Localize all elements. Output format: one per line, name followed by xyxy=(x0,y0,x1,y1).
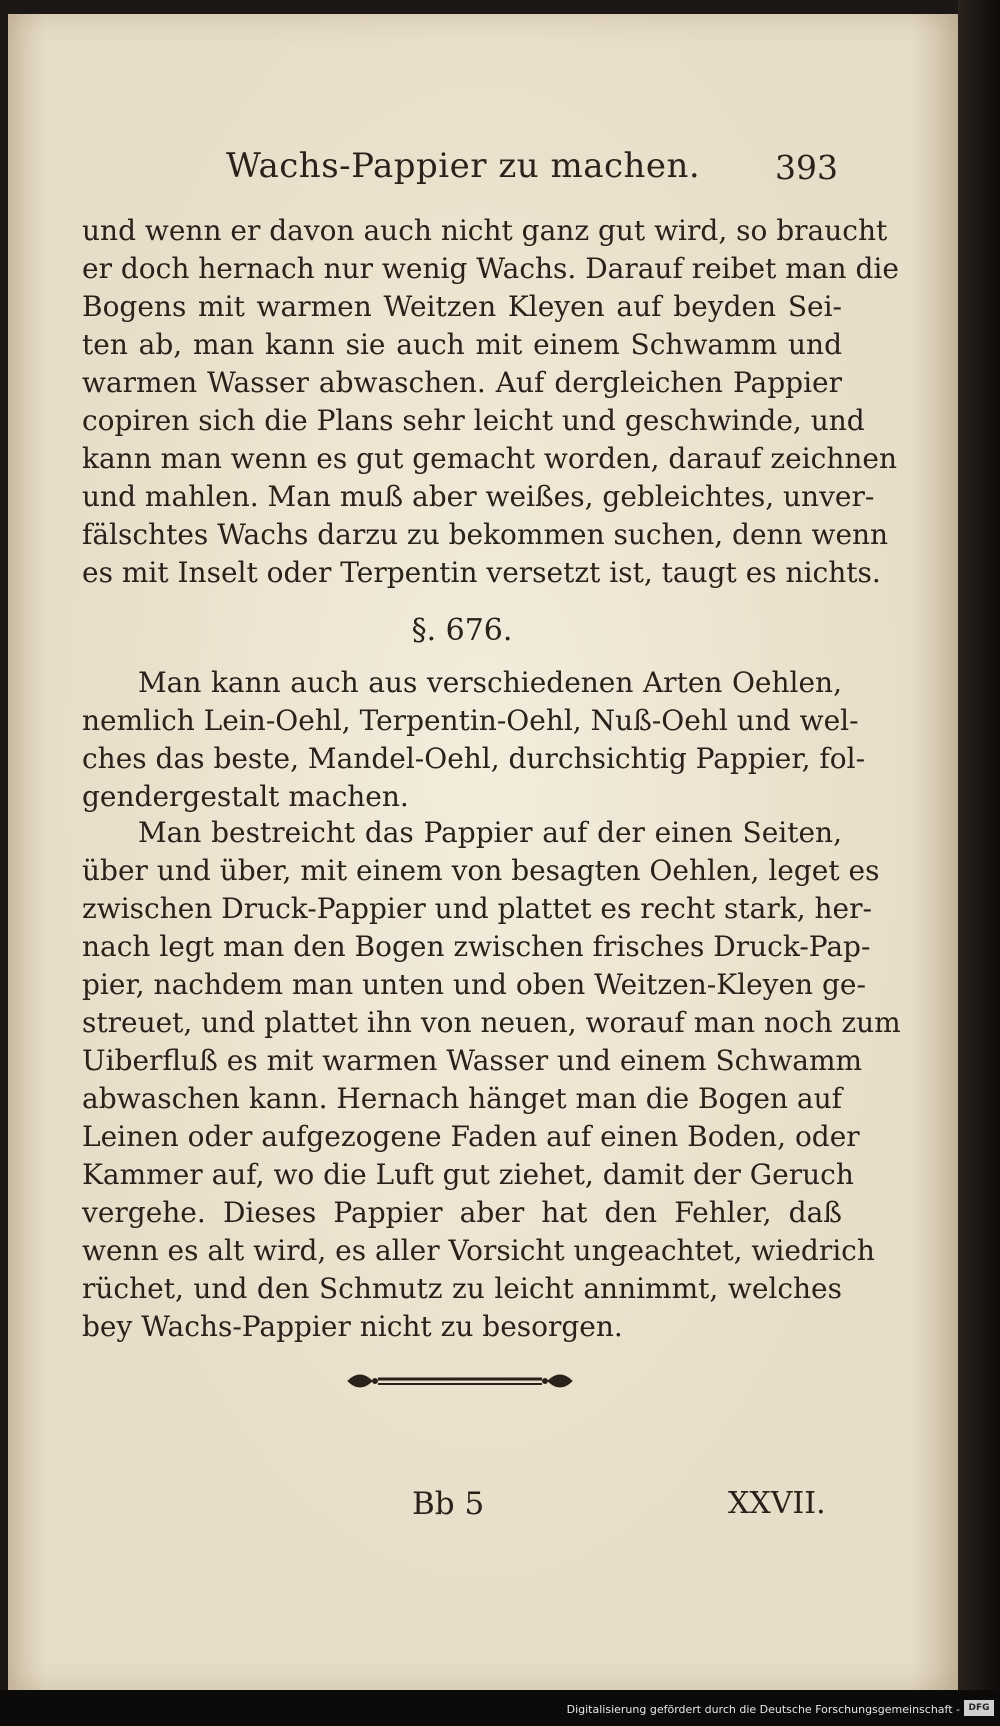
text-line: streuet, und plattet ihn von neuen, worauf man noch zum xyxy=(82,1006,901,1039)
text-line: er doch hernach nur wenig Wachs. Darauf reibet man die xyxy=(82,252,899,285)
text-line: abwaschen kann. Hernach hänget man die Bogen auf xyxy=(82,1082,842,1115)
text-line: fälschtes Wachs darzu zu bekommen suchen, denn wenn xyxy=(82,518,889,551)
text-line: wenn es alt wird, es aller Vorsicht ungeachtet, wiedrich xyxy=(82,1234,875,1267)
paragraph-3 xyxy=(82,814,901,1346)
text-line: ten ab, man kann sie auch mit einem Schwamm und xyxy=(82,328,842,361)
text-line: Bogens mit warmen Weitzen Kleyen auf beyden Sei- xyxy=(82,290,842,323)
text-line: Kammer auf, wo die Luft gut ziehet, damit der Geruch xyxy=(82,1158,854,1191)
text-line: rüchet, und den Schmutz zu leicht annimmt, welches xyxy=(82,1272,842,1305)
dfg-logo: DFG xyxy=(964,1700,994,1716)
text-line: bey Wachs-Pappier nicht zu besorgen. xyxy=(82,1310,623,1343)
text-line: ches das beste, Mandel-Oehl, durchsichtig Pappier, fol- xyxy=(82,742,866,775)
paragraph-2 xyxy=(82,664,866,816)
text-line: und wenn er davon auch nicht ganz gut wird, so braucht xyxy=(82,214,888,247)
text-line: kann man wenn es gut gemacht worden, darauf zeichnen xyxy=(82,442,898,475)
text-line: Man kann auch aus verschiedenen Arten Oehlen, xyxy=(138,666,842,699)
text-line: über und über, mit einem von besagten Oehlen, leget es xyxy=(82,854,880,887)
text-line: es mit Inselt oder Terpentin versetzt ist, taugt es nichts. xyxy=(82,556,881,589)
text-line: nemlich Lein-Oehl, Terpentin-Oehl, Nuß-Oehl und wel- xyxy=(82,704,859,737)
page-number: 393 xyxy=(775,148,838,187)
text-line: Leinen oder aufgezogene Faden auf einen Boden, oder xyxy=(82,1120,860,1153)
text-line: vergehe. Dieses Pappier aber hat den Fehler, daß xyxy=(82,1196,842,1229)
digitization-credit: Digitalisierung gefördert durch die Deutsche Forschungsgemeinschaft - xyxy=(566,1703,960,1716)
catchword: XXVII. xyxy=(728,1486,826,1521)
book-edge xyxy=(958,0,1000,1690)
text-line: und mahlen. Man muß aber weißes, gebleichtes, unver- xyxy=(82,480,875,513)
text-line: nach legt man den Bogen zwischen frisches Druck-Pap- xyxy=(82,930,871,963)
book-page xyxy=(8,14,958,1690)
text-block xyxy=(82,212,901,1343)
text-line: pier, nachdem man unten und oben Weitzen-Kleyen ge- xyxy=(82,968,866,1001)
section-heading: §. 676. xyxy=(411,613,513,648)
paragraph-1 xyxy=(82,212,899,592)
text-line: Uiberfluß es mit warmen Wasser und einem Schwamm xyxy=(82,1044,863,1077)
signature-mark: Bb 5 xyxy=(412,1486,485,1522)
running-title: Wachs-Pappier zu machen. xyxy=(226,146,701,186)
text-line: gendergestalt machen. xyxy=(82,780,409,813)
text-line: warmen Wasser abwaschen. Auf dergleichen Pappier xyxy=(82,366,842,399)
text-line: zwischen Druck-Pappier und plattet es recht stark, her- xyxy=(82,892,872,925)
running-header xyxy=(226,146,844,196)
ornament-rule-icon xyxy=(344,1366,576,1396)
text-line: Man bestreicht das Pappier auf der einen Seiten, xyxy=(138,816,842,849)
text-line: copiren sich die Plans sehr leicht und geschwinde, und xyxy=(82,404,865,437)
